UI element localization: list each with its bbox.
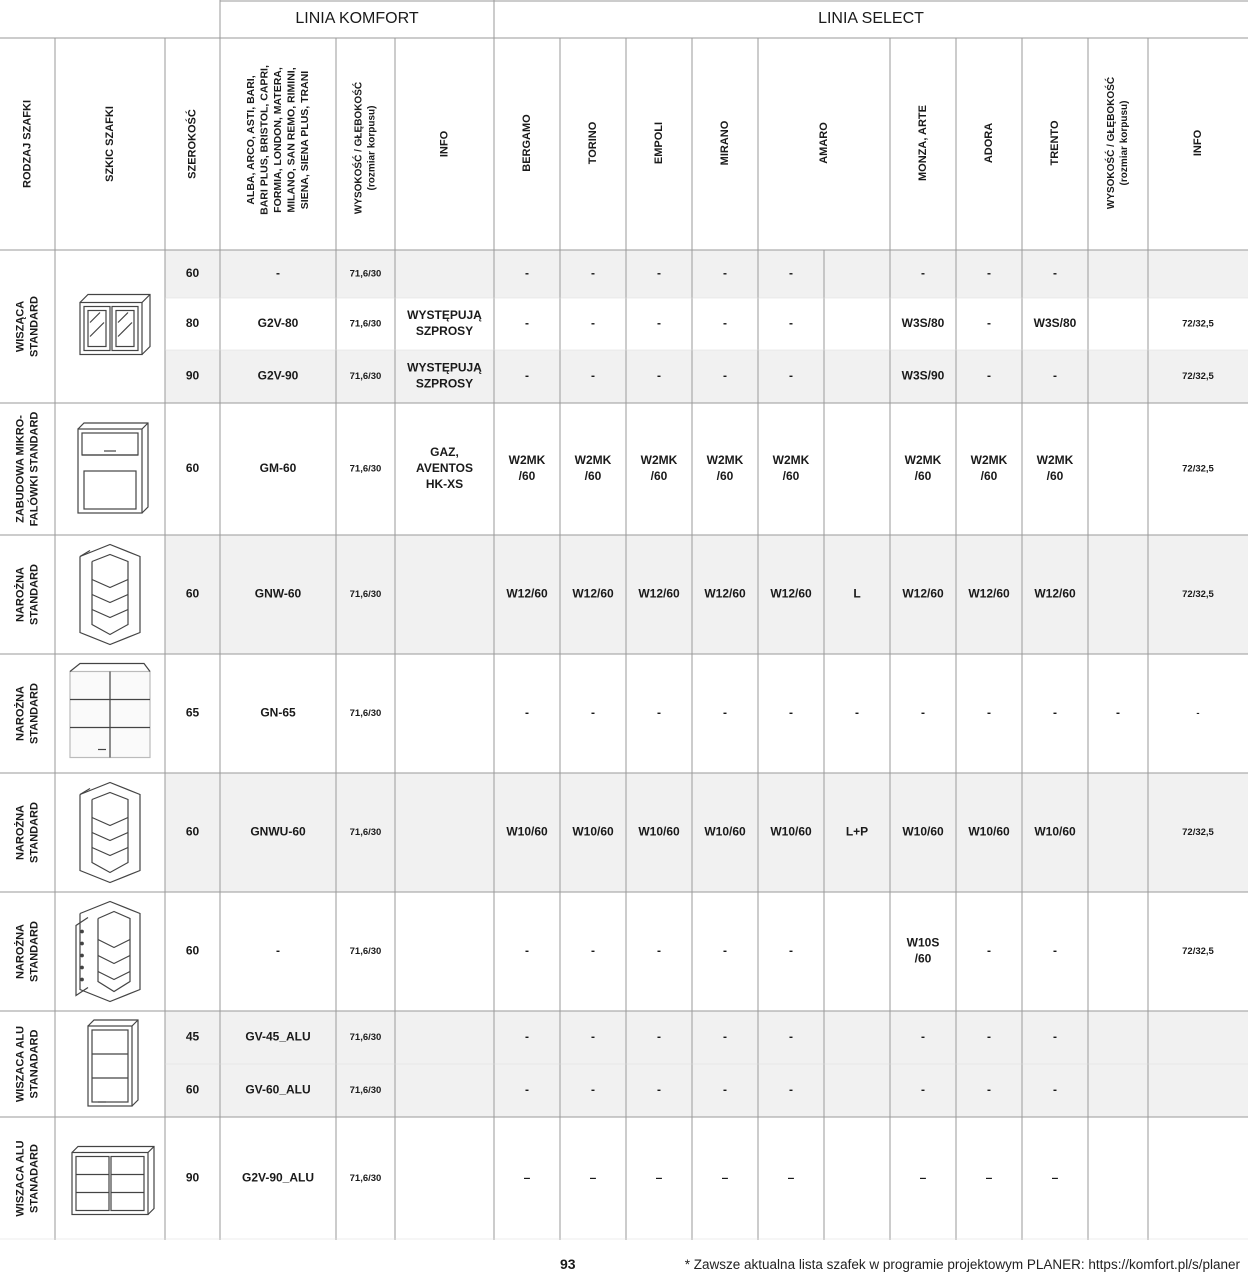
select-code: - (723, 316, 727, 331)
cabinet-type-label: WISZACA ALU (14, 1140, 27, 1217)
select-code: - (789, 266, 793, 281)
cabinet-type-label: NAROŻNA (14, 567, 27, 622)
select-title: LINIA SELECT (818, 10, 924, 28)
select-code: - (591, 266, 595, 281)
select-code: W2MK (508, 453, 546, 468)
header-wysokosc-komfort: WYSOKOŚĆ / GŁĘBOKOŚĆ (353, 81, 365, 215)
corner-flat-cabinet-sketch (70, 664, 150, 758)
komfort-dimension: 71,6/30 (349, 318, 382, 330)
select-code: - (591, 316, 595, 331)
select-code: W12/60 (902, 586, 944, 601)
select-code: - (525, 705, 529, 720)
width-value: 90 (185, 1170, 200, 1185)
select-code: - (657, 1082, 661, 1097)
komfort-info: SZPROSY (415, 324, 474, 339)
komfort-title: LINIA KOMFORT (295, 10, 419, 28)
select-code: /60 (716, 469, 734, 484)
select-code: /60 (914, 469, 932, 484)
select-code: W2MK (970, 453, 1008, 468)
header-szerokosc: SZEROKOŚĆ (186, 109, 199, 179)
select-code: - (723, 943, 727, 958)
select-code: - (789, 1029, 793, 1044)
select-code: W10/60 (968, 824, 1010, 839)
komfort-code: GV-60_ALU (245, 1082, 311, 1097)
select-code: - (657, 266, 661, 281)
header-rodzaj: RODZAJ SZAFKI (21, 100, 34, 188)
select-info: - (1196, 708, 1200, 720)
select-code: W2MK (772, 453, 810, 468)
select-code: - (657, 705, 661, 720)
select-code: - (987, 943, 991, 958)
select-code: - (657, 1029, 661, 1044)
select-code: W2MK (640, 453, 678, 468)
header-komfort-models: SIENA, SIENA PLUS, TRANI (298, 70, 311, 210)
komfort-info: SZPROSY (415, 376, 474, 391)
komfort-info: WYSTĘPUJĄ (407, 308, 482, 323)
header-komfort-models: ALBA, ARCO, ASTI, BARI, (244, 75, 257, 205)
cabinet-type-label: STANDARD (28, 921, 41, 982)
select-code: - (987, 368, 991, 383)
select-code: W10/60 (902, 824, 944, 839)
select-code: W10/60 (572, 824, 614, 839)
select-code: – (523, 1170, 531, 1185)
row-shading (165, 250, 1248, 298)
select-code: W2MK (1036, 453, 1074, 468)
header-select-model: BERGAMO (520, 114, 533, 172)
page-footer (0, 1254, 1250, 1276)
select-dimension: - (1116, 705, 1120, 720)
select-code: - (1053, 368, 1057, 383)
header-komfort-models: BARI PLUS, BRISTOL, CAPRI, (258, 65, 271, 215)
select-code: - (657, 316, 661, 331)
select-code: /60 (1046, 469, 1064, 484)
komfort-dimension: 71,6/30 (349, 371, 382, 383)
select-code: /60 (650, 469, 668, 484)
komfort-dimension: 71,6/30 (349, 268, 382, 280)
select-code: W12/60 (638, 586, 680, 601)
glass-double-cabinet-sketch (80, 295, 150, 355)
header-select-model: MIRANO (718, 120, 731, 166)
select-code: W2MK (904, 453, 942, 468)
alu-double-cabinet-sketch (72, 1147, 154, 1215)
header-wysokosc-select: WYSOKOŚĆ / GŁĘBOKOŚĆ (1106, 76, 1118, 210)
select-code: – (655, 1170, 663, 1185)
select-code: - (657, 368, 661, 383)
cabinet-type-label: WISZĄCA (14, 300, 27, 353)
select-code: - (789, 1082, 793, 1097)
select-code: - (525, 943, 529, 958)
select-code: - (591, 943, 595, 958)
select-code: - (921, 1029, 925, 1044)
komfort-code: GM-60 (259, 461, 297, 476)
select-code: - (525, 316, 529, 331)
cabinet-type-label: STANDARD (28, 564, 41, 625)
select-code: - (657, 943, 661, 958)
select-code: - (723, 1029, 727, 1044)
komfort-code: GNWU-60 (250, 824, 306, 839)
page-number: 93 (560, 1256, 576, 1272)
komfort-code: - (276, 266, 280, 281)
select-code: - (525, 368, 529, 383)
select-code: - (1053, 266, 1057, 281)
width-value: 60 (185, 943, 200, 958)
select-code: - (789, 943, 793, 958)
header-komfort-models: MILANO, SAN REMO, RIMINI, (285, 67, 298, 213)
corner-glass-cabinet-sketch (76, 902, 140, 1002)
select-code: - (723, 705, 727, 720)
select-code: - (987, 316, 991, 331)
select-code: - (723, 368, 727, 383)
select-code: - (723, 1082, 727, 1097)
komfort-dimension: 71,6/30 (349, 463, 382, 475)
header-szkic: SZKIC SZAFKI (103, 106, 116, 182)
width-value: 60 (185, 461, 200, 476)
select-code: /60 (980, 469, 998, 484)
width-value: 65 (185, 705, 200, 720)
width-value: 60 (185, 586, 200, 601)
select-code: – (589, 1170, 597, 1185)
header-wysokosc-select: (rozmiar korpusu) (1119, 100, 1131, 186)
select-code: W10S (906, 935, 940, 950)
width-value: 60 (185, 266, 200, 281)
header-info-komfort: INFO (438, 130, 451, 158)
komfort-dimension: 71,6/30 (349, 708, 382, 720)
select-code: W3S/80 (1033, 316, 1077, 331)
komfort-info: WYSTĘPUJĄ (407, 360, 482, 375)
corner-open-cabinet-sketch (80, 783, 140, 883)
select-code: - (591, 368, 595, 383)
row-shading (165, 1011, 1248, 1064)
select-code: - (1053, 705, 1057, 720)
select-code: – (985, 1170, 993, 1185)
select-code: - (987, 1029, 991, 1044)
komfort-dimension: 71,6/30 (349, 589, 382, 601)
select-code: W2MK (706, 453, 744, 468)
komfort-code: G2V-90 (257, 368, 299, 383)
select-code: - (525, 1082, 529, 1097)
select-info: 72/32,5 (1182, 371, 1214, 383)
select-code: - (1053, 1029, 1057, 1044)
select-code: W2MK (574, 453, 612, 468)
komfort-code: G2V-90_ALU (241, 1170, 315, 1185)
select-code: - (987, 266, 991, 281)
select-code: - (789, 316, 793, 331)
komfort-code: G2V-80 (257, 316, 299, 331)
select-info: 72/32,5 (1182, 589, 1214, 601)
komfort-dimension: 71,6/30 (349, 946, 382, 958)
komfort-dimension: 71,6/30 (349, 1173, 382, 1185)
header-select-model: AMARO (817, 122, 830, 164)
komfort-info: GAZ, (430, 445, 459, 460)
select-code: - (987, 1082, 991, 1097)
width-value: 60 (185, 824, 200, 839)
select-code: – (919, 1170, 927, 1185)
select-code: - (921, 1082, 925, 1097)
select-info: 72/32,5 (1182, 318, 1214, 330)
header-select-model: EMPOLI (652, 121, 665, 165)
select-code: L+P (845, 824, 869, 839)
select-code: /60 (914, 951, 932, 966)
select-code: - (1053, 1082, 1057, 1097)
komfort-info: HK-XS (425, 477, 464, 492)
width-value: 80 (185, 316, 200, 331)
cabinet-type-label: NAROŻNA (14, 686, 27, 741)
cabinet-type-label: STANDARD (28, 296, 41, 357)
select-code: - (591, 1029, 595, 1044)
select-code: - (789, 368, 793, 383)
cabinet-type-label: STANADARD (28, 1144, 41, 1213)
select-code: /60 (518, 469, 536, 484)
cabinet-type-label: STANDARD (28, 683, 41, 744)
width-value: 60 (185, 1082, 200, 1097)
select-code: W10/60 (506, 824, 548, 839)
width-value: 45 (185, 1029, 200, 1044)
cabinet-type-label: FALÓWKI STANDARD (28, 411, 41, 527)
select-info: 72/32,5 (1182, 946, 1214, 958)
planer-note: * Zawsze aktualna lista szafek w programie projektowym PLANER: https://komfort.pl/s/planer (684, 1257, 1240, 1272)
select-info: 72/32,5 (1182, 827, 1214, 839)
header-select-model: ADORA (982, 122, 995, 164)
komfort-info: AVENTOS (416, 461, 473, 476)
select-code: - (591, 705, 595, 720)
select-code: W12/60 (770, 586, 812, 601)
cabinet-type-label: ZABUDOWA MIKRO- (14, 415, 27, 523)
select-code: - (591, 1082, 595, 1097)
select-code: W10/60 (770, 824, 812, 839)
komfort-code: GV-45_ALU (245, 1029, 311, 1044)
header-wysokosc-komfort: (rozmiar korpusu) (366, 105, 378, 191)
select-code: - (921, 705, 925, 720)
komfort-dimension: 71,6/30 (349, 1085, 382, 1097)
komfort-dimension: 71,6/30 (349, 1032, 382, 1044)
select-code: - (987, 705, 991, 720)
select-code: W10/60 (1034, 824, 1076, 839)
select-code: /60 (584, 469, 602, 484)
header-komfort-models: FORMIA, LONDON, MATERA, (271, 67, 284, 213)
cabinet-type-label: STANDARD (28, 802, 41, 863)
header-info-select: INFO (1191, 129, 1204, 157)
komfort-code: - (276, 943, 280, 958)
select-code: - (1053, 943, 1057, 958)
select-code: - (723, 266, 727, 281)
cabinet-type-label: NAROŻNA (14, 805, 27, 860)
select-code: /60 (782, 469, 800, 484)
corner-open-cabinet-sketch (80, 545, 140, 645)
select-code: W3S/90 (901, 368, 945, 383)
row-shading (165, 350, 1248, 403)
select-code: W12/60 (704, 586, 746, 601)
select-code: – (787, 1170, 795, 1185)
komfort-code: GN-65 (260, 705, 296, 720)
komfort-dimension: 71,6/30 (349, 827, 382, 839)
select-code: W12/60 (968, 586, 1010, 601)
select-code: W12/60 (506, 586, 548, 601)
komfort-code: GNW-60 (254, 586, 302, 601)
cabinet-type-label: NAROŻNA (14, 924, 27, 979)
header-select-model: MONZA, ARTE (916, 105, 929, 181)
cabinet-type-label: STANADARD (28, 1029, 41, 1099)
alu-single-cabinet-sketch (88, 1020, 138, 1106)
select-code: - (525, 1029, 529, 1044)
header-select-model: TORINO (586, 121, 599, 165)
header-select-model: TRENTO (1048, 120, 1061, 166)
select-code: – (721, 1170, 729, 1185)
select-code: L (853, 586, 861, 601)
select-code: - (789, 705, 793, 720)
select-code: W10/60 (638, 824, 680, 839)
select-code: - (855, 705, 859, 720)
row-shading (165, 1064, 1248, 1117)
select-code: - (921, 266, 925, 281)
width-value: 90 (185, 368, 200, 383)
select-code: W12/60 (1034, 586, 1076, 601)
select-code: - (525, 266, 529, 281)
select-code: W12/60 (572, 586, 614, 601)
select-code: W3S/80 (901, 316, 945, 331)
select-code: W10/60 (704, 824, 746, 839)
select-info: 72/32,5 (1182, 463, 1214, 475)
cabinet-type-label: WISZACA ALU (14, 1025, 27, 1103)
select-code: – (1051, 1170, 1059, 1185)
microwave-cabinet-sketch (78, 423, 148, 513)
